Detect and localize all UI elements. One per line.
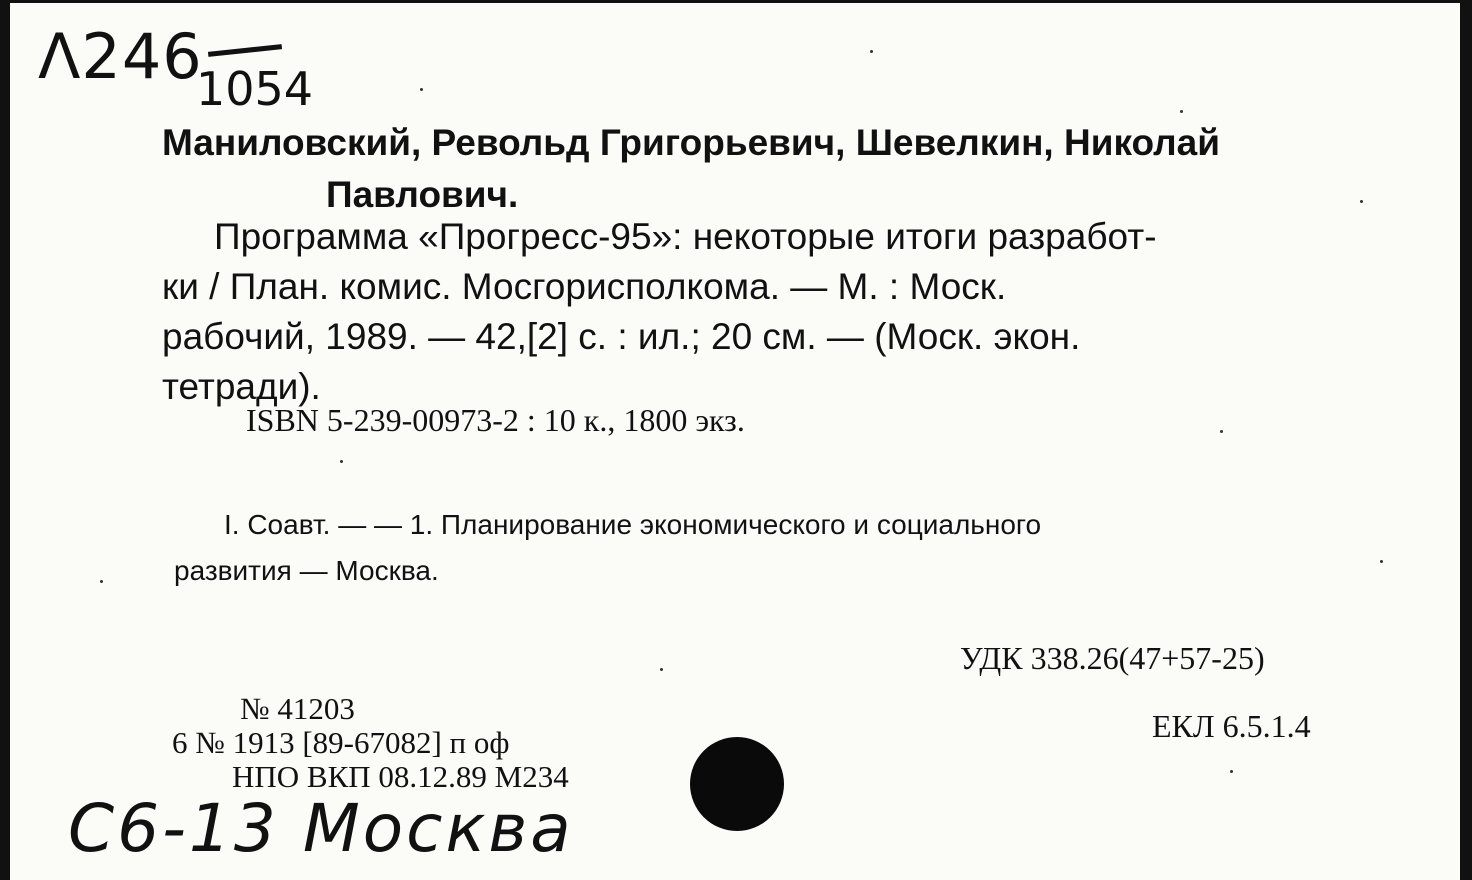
scan-border-right bbox=[1460, 0, 1472, 880]
scan-speck bbox=[1380, 560, 1383, 563]
shelf-mark-main: Λ246 bbox=[38, 20, 203, 93]
isbn-line: ISBN 5-239-00973-2 : 10 к., 1800 экз. bbox=[246, 402, 745, 438]
scan-speck bbox=[1230, 770, 1233, 773]
scan-speck bbox=[870, 50, 873, 53]
bibliographic-description bbox=[162, 212, 1312, 412]
scan-speck bbox=[100, 580, 103, 583]
number-line-1: № 41203 bbox=[240, 691, 355, 726]
tracings-line-2: развития — Москва. bbox=[174, 555, 439, 586]
number-line-3: НПО ВКП 08.12.89 М234 bbox=[232, 759, 569, 794]
udk-code: УДК 338.26(47+57-25) bbox=[960, 640, 1265, 676]
scan-speck bbox=[340, 460, 343, 463]
description-line-3: рабочий, 1989. — 42,[2] с. : ил.; 20 см. — (Моск. экон. bbox=[162, 316, 1081, 357]
description-line-4: тетради). bbox=[162, 366, 321, 407]
scan-speck bbox=[1180, 110, 1183, 113]
authors-heading-continued: Павлович. bbox=[326, 174, 519, 215]
number-line-2: 6 № 1913 [89-67082] п оф bbox=[172, 725, 510, 760]
handwritten-place-note: С6-13 Москва bbox=[68, 790, 574, 867]
description-line-2: ки / План. комис. Мосгорисполкома. — М. : Моск. bbox=[162, 266, 1007, 307]
tracings-line-1: I. Соавт. — — 1. Планирование экономического и социального bbox=[224, 509, 1042, 540]
ekl-code: ЕКЛ 6.5.1.4 bbox=[1152, 708, 1311, 744]
shelf-mark-stroke bbox=[208, 44, 282, 57]
punch-hole bbox=[690, 737, 784, 831]
shelf-mark-sub: 1054 bbox=[196, 62, 314, 116]
authors-heading: Маниловский, Револьд Григорьевич, Шевелкин, Николай bbox=[162, 122, 1220, 163]
scan-border-top bbox=[0, 0, 1472, 3]
description-line-1: Программа «Прогресс-95»: некоторые итоги разработ- bbox=[214, 216, 1157, 257]
scan-speck bbox=[660, 668, 663, 671]
catalog-numbers bbox=[172, 692, 569, 794]
scan-speck bbox=[1360, 200, 1363, 203]
scan-border-left bbox=[0, 0, 10, 880]
tracings bbox=[174, 502, 1340, 594]
scan-speck bbox=[420, 88, 423, 91]
scan-speck bbox=[1220, 430, 1223, 433]
